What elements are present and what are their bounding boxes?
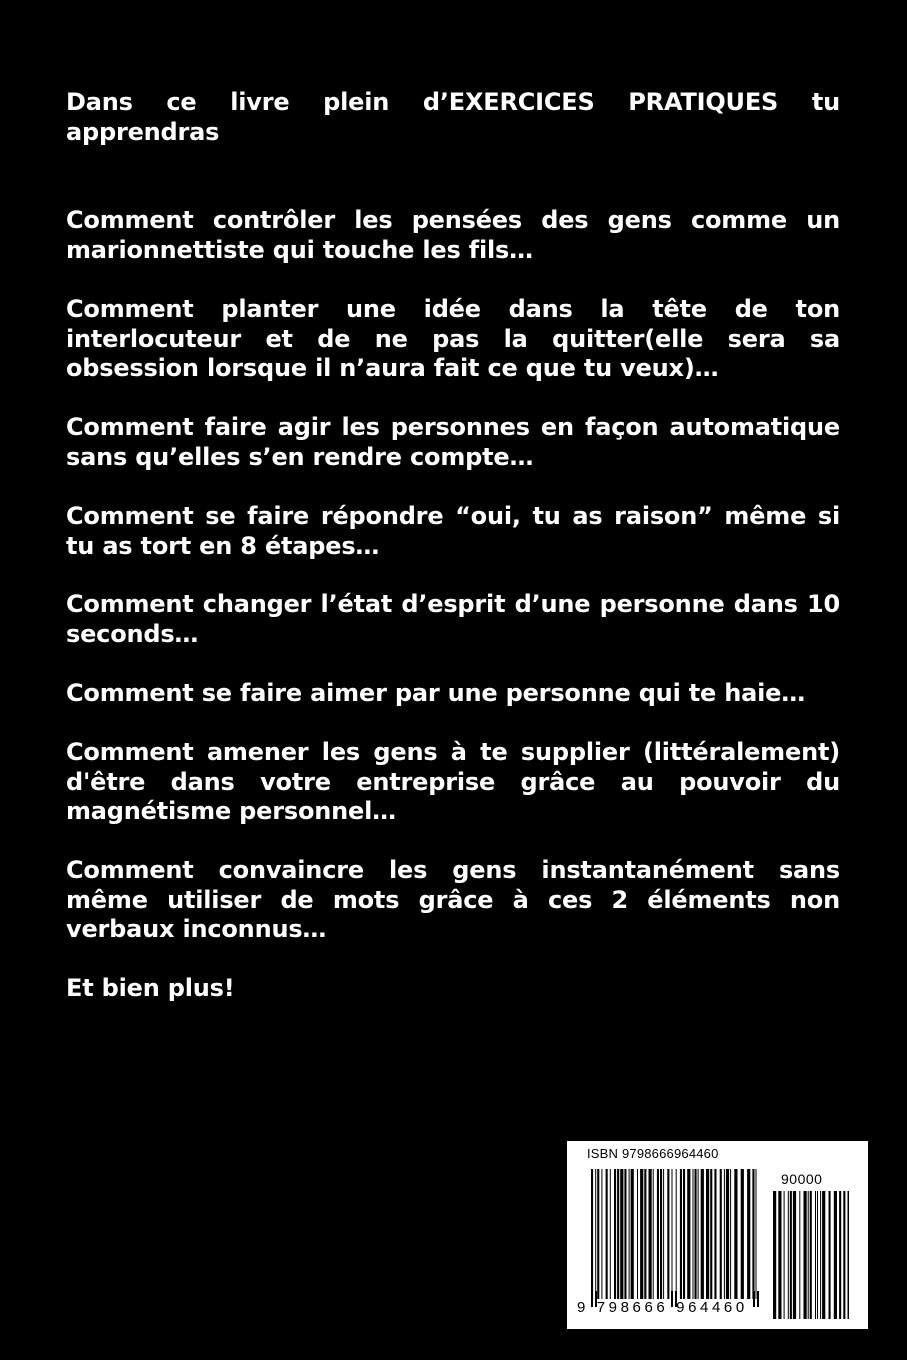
barcode-bar	[663, 1169, 664, 1299]
barcode-bar	[698, 1169, 699, 1299]
barcode-bar	[756, 1169, 757, 1299]
barcode-bar	[657, 1169, 659, 1299]
list-item: Comment changer l’état d’esprit d’une personne dans 10 seconds…	[66, 590, 840, 648]
barcode-bar	[693, 1169, 694, 1299]
barcode-bar	[629, 1169, 630, 1299]
barcode-bar	[714, 1169, 716, 1299]
barcode-bar	[720, 1169, 722, 1299]
barcode-bar	[631, 1169, 634, 1299]
barcode-bar	[620, 1169, 623, 1299]
ean-digits: 9 798666 964460	[577, 1299, 748, 1316]
barcode-bar	[752, 1169, 754, 1299]
list-item: Comment se faire répondre “oui, tu as raison” même si tu as tort en 8 étapes…	[66, 502, 840, 560]
barcode-bar	[644, 1169, 646, 1299]
barcode-bar	[726, 1169, 729, 1299]
barcode-bar	[790, 1191, 792, 1319]
barcode-bar	[617, 1169, 619, 1299]
barcode-bar	[784, 1191, 785, 1319]
barcode-bar	[822, 1191, 825, 1319]
barcode-bar	[660, 1169, 662, 1299]
barcode-bar	[747, 1169, 750, 1299]
barcode-bar	[640, 1169, 643, 1299]
barcode-bar	[793, 1191, 796, 1319]
barcode-bar	[799, 1191, 800, 1319]
barcode-bar	[778, 1191, 781, 1319]
barcode-bar	[741, 1169, 744, 1299]
barcode-bar	[834, 1191, 837, 1319]
barcode-bar	[672, 1169, 673, 1299]
list-item: Comment se faire aimer par une personne qui te haie…	[66, 679, 806, 707]
barcode-bar	[706, 1169, 709, 1299]
isbn-label: ISBN 9798666964460	[587, 1146, 719, 1161]
barcode-bar	[701, 1169, 704, 1299]
barcode-bar	[734, 1169, 737, 1299]
barcode-bar	[624, 1169, 626, 1299]
barcode-bar	[606, 1169, 608, 1299]
barcode-bar	[773, 1191, 776, 1319]
barcode-bar	[710, 1169, 712, 1299]
barcode-bar	[683, 1169, 685, 1299]
barcode-bar	[597, 1169, 599, 1299]
barcode-bar	[839, 1191, 841, 1319]
barcode-bar	[653, 1169, 654, 1299]
barcode-bar	[820, 1191, 821, 1319]
barcode-bar	[815, 1191, 816, 1319]
barcode-bar	[595, 1169, 596, 1299]
barcode-bar	[829, 1191, 831, 1319]
barcode-bar	[848, 1191, 850, 1319]
barcode-bar	[667, 1169, 669, 1299]
barcode-bar	[724, 1169, 725, 1299]
isbn-barcode	[566, 1140, 869, 1330]
barcode-bar	[637, 1169, 638, 1299]
barcode-bar	[601, 1169, 602, 1299]
barcode-bar	[788, 1191, 789, 1319]
addon-number: 90000	[781, 1171, 823, 1187]
barcode-bar	[817, 1191, 818, 1319]
barcode-bar	[614, 1169, 616, 1299]
barcode-guard-bar	[753, 1291, 755, 1307]
barcode-bar	[730, 1169, 731, 1299]
barcode-bar	[687, 1169, 690, 1299]
list-item: Comment planter une idée dans la tête de ton interlocuteur et de ne pas la quitter(elle sera sa obsession lorsque il n’aura fait ce que tu veux)…	[66, 295, 840, 382]
barcode-bar	[591, 1169, 593, 1299]
closing-text: Et bien plus!	[66, 974, 235, 1002]
list-item: Comment faire agir les personnes en façon automatique sans qu’elles s’en rendre compte…	[66, 413, 840, 471]
barcode-bar	[810, 1191, 812, 1319]
barcode-bar	[808, 1191, 809, 1319]
barcode-guard-bar	[757, 1291, 759, 1307]
barcode-bar	[680, 1169, 682, 1299]
barcode-bar	[649, 1169, 652, 1299]
barcode-bar	[843, 1191, 845, 1319]
list-item: Comment amener les gens à te supplier (littéralement) d'être dans votre entreprise grâce au pouvoir du magnétisme personnel…	[66, 738, 840, 825]
barcode-bar	[804, 1191, 807, 1319]
barcode-bar	[695, 1169, 697, 1299]
barcode-bar	[676, 1169, 677, 1299]
list-item: Comment contrôler les pensées des gens comme un marionnettiste qui touche les fils…	[66, 206, 840, 264]
intro-text: Dans ce livre plein d’EXERCICES PRATIQUES tu apprendras	[66, 88, 840, 146]
list-item: Comment convaincre les gens instantanément sans même utiliser de mots grâce à ces 2 éléments non verbaux inconnus…	[66, 856, 840, 943]
barcode-bar	[610, 1169, 611, 1299]
